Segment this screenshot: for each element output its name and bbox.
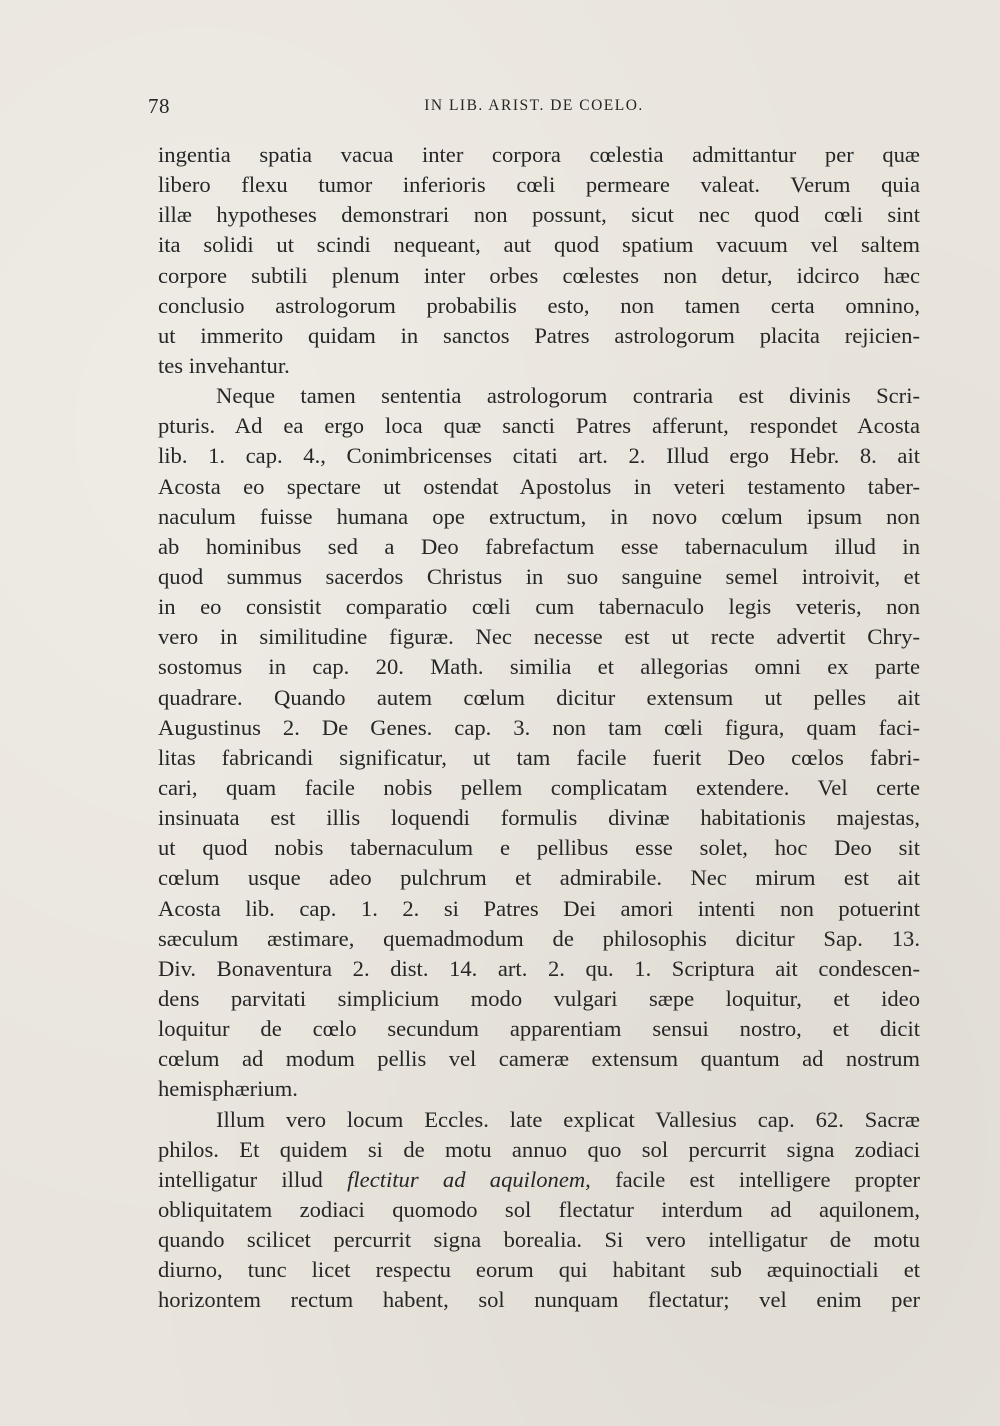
text-line: naculum fuisse humana ope extructum, in novo cœlum ipsum non bbox=[158, 503, 920, 529]
text-line: quadrare. Quando autem cœlum dicitur extensum ut pelles ait bbox=[158, 684, 920, 710]
text-line: quando scilicet percurrit signa borealia. Si vero intelligatur de motu bbox=[158, 1227, 920, 1253]
text-line: ut immerito quidam in sanctos Patres astrologorum placita rejicien- bbox=[158, 322, 920, 348]
text-line: Augustinus 2. De Genes. cap. 3. non tam cœli figura, quam faci- bbox=[158, 714, 920, 740]
text-line: lib. 1. cap. 4., Conimbricenses citati art. 2. Illud ergo Hebr. 8. ait bbox=[158, 443, 920, 469]
text-line: insinuata est illis loquendi formulis divinæ habitationis majestas, bbox=[158, 805, 920, 831]
text-line: cari, quam facile nobis pellem complicatam extendere. Vel certe bbox=[158, 774, 920, 800]
text-line: ab hominibus sed a Deo fabrefactum esse tabernaculum illud in bbox=[158, 533, 920, 559]
text-line: litas fabricandi significatur, ut tam facile fuerit Deo cœlos fabri- bbox=[158, 744, 920, 770]
text-line: Acosta lib. cap. 1. 2. si Patres Dei amori intenti non potuerint bbox=[158, 895, 920, 921]
text-line: diurno, tunc licet respectu eorum qui habitant sub æquinoctiali et bbox=[158, 1257, 920, 1283]
text-line: ingentia spatia vacua inter corpora cœlestia admittantur per quæ bbox=[158, 142, 920, 167]
text-line: Div. Bonaventura 2. dist. 14. art. 2. qu. 1. Scriptura ait condescen- bbox=[158, 955, 920, 981]
running-head bbox=[148, 94, 920, 120]
text-line: loquitur de cœlo secundum apparentiam sensui nostro, et dicit bbox=[158, 1016, 920, 1042]
text-line: Acosta eo spectare ut ostendat Apostolus in veteri testamento taber- bbox=[158, 473, 920, 499]
text-line: horizontem rectum habent, sol nunquam flectatur; vel enim per bbox=[158, 1287, 920, 1313]
text-line: Illum vero locum Eccles. late explicat Vallesius cap. 62. Sacræ bbox=[216, 1106, 920, 1132]
text-line: libero flexu tumor inferioris cœli permeare valeat. Verum quia bbox=[158, 172, 920, 198]
text-line: sostomus in cap. 20. Math. similia et allegorias omni ex parte bbox=[158, 654, 920, 680]
text-line: Neque tamen sententia astrologorum contraria est divinis Scri- bbox=[216, 383, 920, 409]
body-text bbox=[158, 140, 920, 1315]
text-line: obliquitatem zodiaci quomodo sol flectatur interdum ad aquilonem, bbox=[158, 1196, 920, 1222]
text-line: cœlum ad modum pellis vel cameræ extensum quantum ad nostrum bbox=[158, 1046, 920, 1072]
text-line: dens parvitati simplicium modo vulgari sæpe loquitur, et ideo bbox=[158, 985, 920, 1011]
page-number: 78 bbox=[148, 94, 170, 118]
text-line: pturis. Ad ea ergo loca quæ sancti Patres afferunt, respondet Acosta bbox=[158, 413, 920, 439]
text-line: illæ hypotheses demonstrari non possunt, sicut nec quod cœli sint bbox=[158, 202, 920, 228]
text-line: ita solidi ut scindi nequeant, aut quod spatium vacuum vel saltem bbox=[158, 232, 920, 258]
text-line: conclusio astrologorum probabilis esto, non tamen certa omnino, bbox=[158, 292, 920, 318]
text-segment: intelligatur illud bbox=[158, 1166, 348, 1192]
text-line: tes invehantur. bbox=[158, 352, 290, 378]
text-line: philos. Et quidem si de motu annuo quo sol percurrit signa zodiaci bbox=[158, 1136, 920, 1162]
text-line: sæculum æstimare, quemadmodum de philosophis dicitur Sap. 13. bbox=[158, 925, 920, 951]
text-line: quod summus sacerdos Christus in suo sanguine semel introivit, et bbox=[158, 563, 920, 589]
text-line: cœlum usque adeo pulchrum et admirabile. Nec mirum est ait bbox=[158, 865, 920, 891]
running-title: IN LIB. ARIST. DE COELO. bbox=[424, 97, 644, 114]
text-line: corpore subtili plenum inter orbes cœlestes non detur, idcirco hæc bbox=[158, 262, 920, 288]
text-line: hemisphærium. bbox=[158, 1076, 298, 1102]
italic-phrase: flectitur ad aquilonem, bbox=[347, 1166, 591, 1192]
text-line: vero in similitudine figuræ. Nec necesse est ut recte advertit Chry- bbox=[158, 624, 920, 650]
text-line bbox=[158, 1165, 920, 1195]
text-line: in eo consistit comparatio cœli cum tabernaculo legis veteris, non bbox=[158, 594, 920, 620]
text-segment: facile est intelligere propter bbox=[590, 1166, 920, 1192]
text-line: ut quod nobis tabernaculum e pellibus esse solet, hoc Deo sit bbox=[158, 835, 920, 861]
